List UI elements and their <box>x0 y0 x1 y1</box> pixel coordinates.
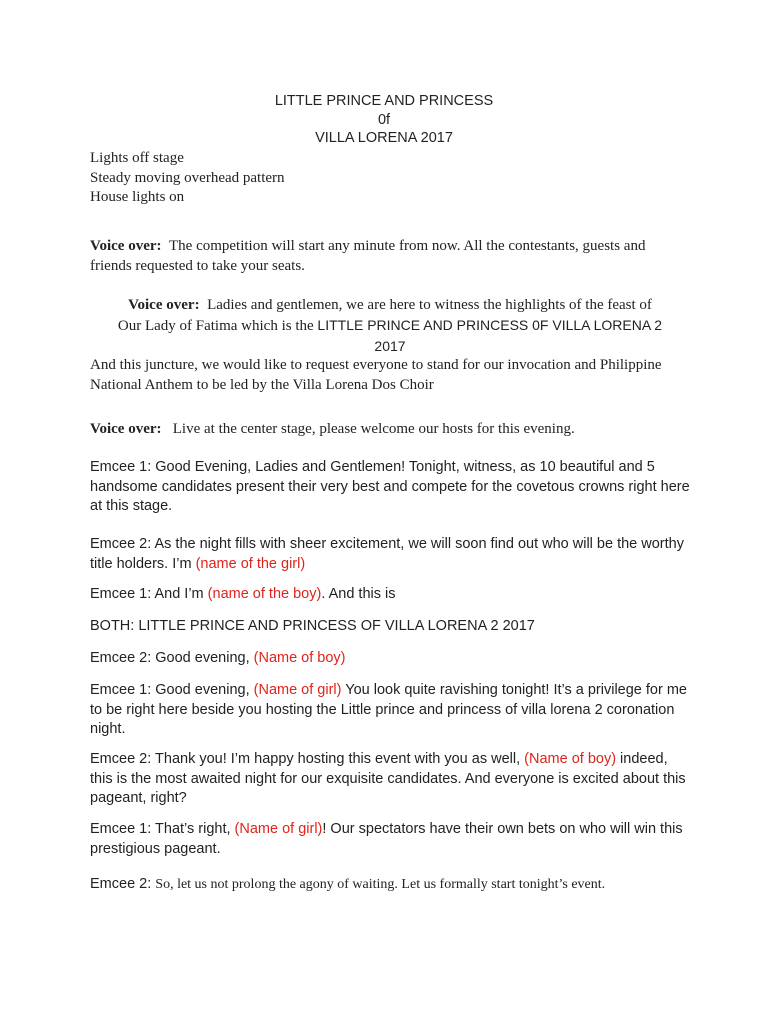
voice-over-text: The competition will start any minute from now. All the contestants, guests and friends requested to take your seats. <box>90 238 646 274</box>
placeholder-name: (Name of girl) <box>234 821 323 837</box>
placeholder-name: (Name of boy) <box>524 751 617 767</box>
doc-title-line1: LITTLE PRINCE AND PRINCESS <box>274 93 494 109</box>
placeholder-name: (name of the girl) <box>195 555 306 572</box>
voice-over-3 <box>90 420 690 440</box>
placeholder-name: (name of the boy) <box>207 586 322 602</box>
dialogue-text: Emcee 1: Good evening, <box>90 682 254 698</box>
emcee-paragraph <box>90 535 690 574</box>
stage-directions <box>90 149 690 208</box>
dialogue-text: ! Our spectators have their own bets on who will win this prestigious pageant. <box>90 821 683 857</box>
emcee-paragraph <box>90 585 690 605</box>
emcee-paragraph: Emcee 1: Good Evening, Ladies and Gentlemen! Tonight, witness, as 10 beautiful and 5 handsome candidates present their very best and compete for the covetous crowns right here at this stage. <box>90 459 690 514</box>
dialogue-text: Emcee 1: And I’m <box>90 586 208 602</box>
voice-over-2-line1 <box>90 295 690 315</box>
dialogue-text: Emcee 2: <box>90 876 156 892</box>
dialogue-text: . And this is <box>321 586 396 602</box>
voice-over-2-line2 <box>90 315 690 336</box>
voice-over-text: Live at the center stage, please welcome our hosts for this evening. <box>172 421 575 437</box>
voice-over-2 <box>90 295 690 395</box>
voice-over-text: Ladies and gentlemen, we are here to witness the highlights of the feast of <box>207 297 652 313</box>
voice-over-text: Our Lady of Fatima which is the <box>117 318 314 334</box>
stage-direction-line: Steady moving overhead pattern <box>90 169 285 186</box>
dialogue-text: Emcee 2: Good evening, <box>90 650 254 666</box>
dialogue-text: Emcee 2: Thank you! I’m happy hosting this event with you as well, <box>90 751 525 767</box>
emcee-paragraph: BOTH: LITTLE PRINCE AND PRINCESS OF VILLA LORENA 2 2017 <box>90 618 535 634</box>
voice-over-text: And this juncture, we would like to request everyone to stand for our invocation and Philippine National Anthem to be led by the Villa Lorena Dos Choir <box>90 357 662 393</box>
voice-over-label: Voice over: <box>128 297 200 313</box>
emcee-paragraph <box>90 820 690 859</box>
event-year-inline: 2017 <box>374 338 406 354</box>
voice-over-label: Voice over: <box>90 238 162 254</box>
doc-title-line2: 0f <box>377 112 391 128</box>
dialogue-text: Emcee 1: That’s right, <box>90 821 235 837</box>
voice-over-1 <box>90 237 690 276</box>
dialogue-text: indeed, this is the most awaited night for our exquisite candidates. And everyone is excited about this pageant, right? <box>90 751 686 806</box>
voice-over-label: Voice over: <box>90 421 162 437</box>
dialogue-text: So, let us not prolong the agony of waiting. Let us formally start tonight’s event. <box>155 877 606 892</box>
placeholder-name: (Name of boy) <box>253 650 346 666</box>
event-title-inline: LITTLE PRINCE AND PRINCESS 0F VILLA LORENA 2 <box>317 317 663 333</box>
dialogue-text: You look quite ravishing tonight! It’s a privilege for me to be right here beside you hosting the Little prince and princess of villa lorena 2 coronation night. <box>90 682 687 737</box>
dialogue-text: Emcee 2: As the night fills with sheer excitement, we will soon find out who will be the worthy title holders. I’m <box>90 536 684 572</box>
placeholder-name: (Name of girl) <box>253 682 342 698</box>
emcee-paragraph <box>90 874 690 895</box>
stage-direction-line: House lights on <box>90 189 185 205</box>
doc-title-line3: VILLA LORENA 2017 <box>315 130 453 146</box>
emcee-paragraph <box>90 750 690 809</box>
stage-direction-line: Lights off stage <box>90 150 184 166</box>
emcee-paragraph <box>90 681 690 740</box>
emcee-paragraph <box>90 649 690 669</box>
